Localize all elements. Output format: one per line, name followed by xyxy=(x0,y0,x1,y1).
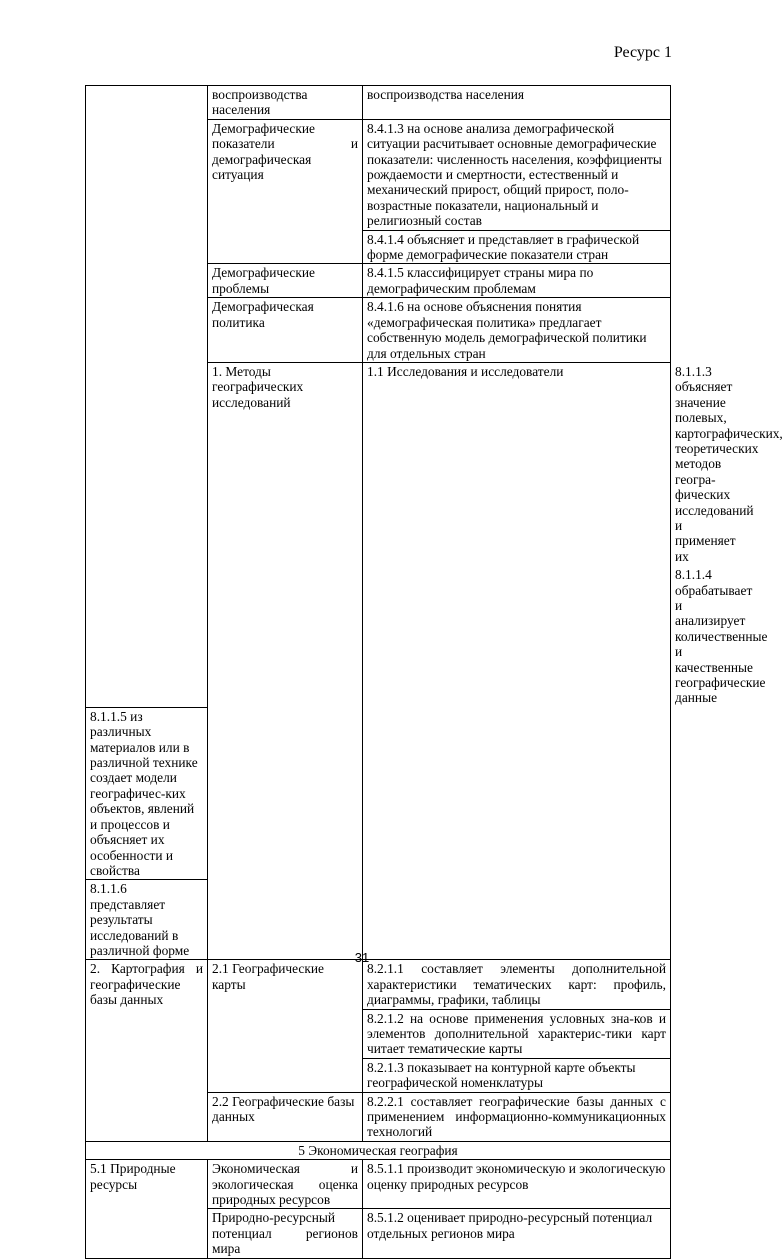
table-row xyxy=(86,960,671,1009)
page-header: Ресурс 1 xyxy=(613,44,672,61)
table-row xyxy=(86,1141,671,1159)
topic-cell: Демографическая политика xyxy=(208,298,363,363)
topic-cell: Демографические проблемы xyxy=(208,264,363,298)
objective-cell: 8.2.2.1 составляет географические базы данных с применением информационно-коммуникационных технологий xyxy=(363,1092,671,1141)
objective-cell: 8.4.1.3 на основе анализа демографической ситуации расчитывает основные демографические показатели: численность населения, коэффициенты рождаемости и смертности, естественный и механический прирост, общий прирост, поло-возрастные показатели, национальный и религиозный состав xyxy=(363,119,671,230)
topic-cell: воспроизводства населения xyxy=(208,86,363,120)
section-cell xyxy=(86,86,208,708)
objective-cell: 8.1.1.5 из различных материалов или в различной технике создает модели географичес-ких объектов, явлений и процессов и объясняет их особенности и свойства xyxy=(86,707,208,879)
table-row xyxy=(86,86,671,120)
objective-cell: 8.4.1.5 классифицирует страны мира по демографическим проблемам xyxy=(363,264,671,298)
topic-cell: Природно-ресурсный потенциал регионов мира xyxy=(208,1209,363,1258)
table-row: 1. Методы географических исследований 1.1 Исследования и исследователи 8.1.1.3 объясняет значение полевых, картографических, теоретических методов геогра-фических исследований и применяет их xyxy=(86,362,671,565)
topic-cell: 2.2 Географические базы данных xyxy=(208,1092,363,1141)
objective-cell: 8.2.1.1 составляет элементы дополнительной характеристики тематических карт: профиль, диаграммы, графики, таблицы xyxy=(363,960,671,1009)
table-row xyxy=(86,1160,671,1209)
objective-cell: 8.5.1.2 оценивает природно-ресурсный потенциал отдельных регионов мира xyxy=(363,1209,671,1258)
page-number: 31 xyxy=(354,950,370,965)
objective-cell: 8.4.1.6 на основе объяснения понятия «демографическая политика» предлагает собственную модель демографической политики для отдельных стран xyxy=(363,298,671,363)
objective-cell: 8.1.1.6 представляет результаты исследований в различной форме xyxy=(86,880,208,960)
topic-cell: Экономическая и экологическая оценка природных ресурсов xyxy=(208,1160,363,1209)
topic-cell: Демографические показатели и демографическая ситуация xyxy=(208,119,363,264)
section-cell: 2. Картография и географические базы данных xyxy=(86,960,208,1141)
objective-cell: 8.2.1.3 показывает на контурной карте объекты географической номенклатуры xyxy=(363,1058,671,1092)
topic-cell: 2.1 Географические карты xyxy=(208,960,363,1092)
section-cell: 1. Методы географических исследований xyxy=(208,362,363,959)
objective-cell: 8.4.1.4 объясняет и представляет в графической форме демографические показатели стран xyxy=(363,230,671,264)
section-cell: 5.1 Природные ресурсы xyxy=(86,1160,208,1258)
curriculum-table xyxy=(85,85,783,1259)
objective-cell: 8.2.1.2 на основе применения условных зна-ков и элементов дополнительной характерис-тики карт читает тематические карты xyxy=(363,1009,671,1058)
objective-cell: 8.5.1.1 производит экономическую и экологическую оценку природных ресурсов xyxy=(363,1160,671,1209)
objective-cell: воспроизводства населения xyxy=(363,86,671,120)
topic-cell: 1.1 Исследования и исследователи xyxy=(363,362,671,959)
section-title: 5 Экономическая география xyxy=(86,1141,671,1159)
table-row: 8.1.1.4 обрабатывает и анализирует количественные и качественные географические данные xyxy=(675,567,768,706)
